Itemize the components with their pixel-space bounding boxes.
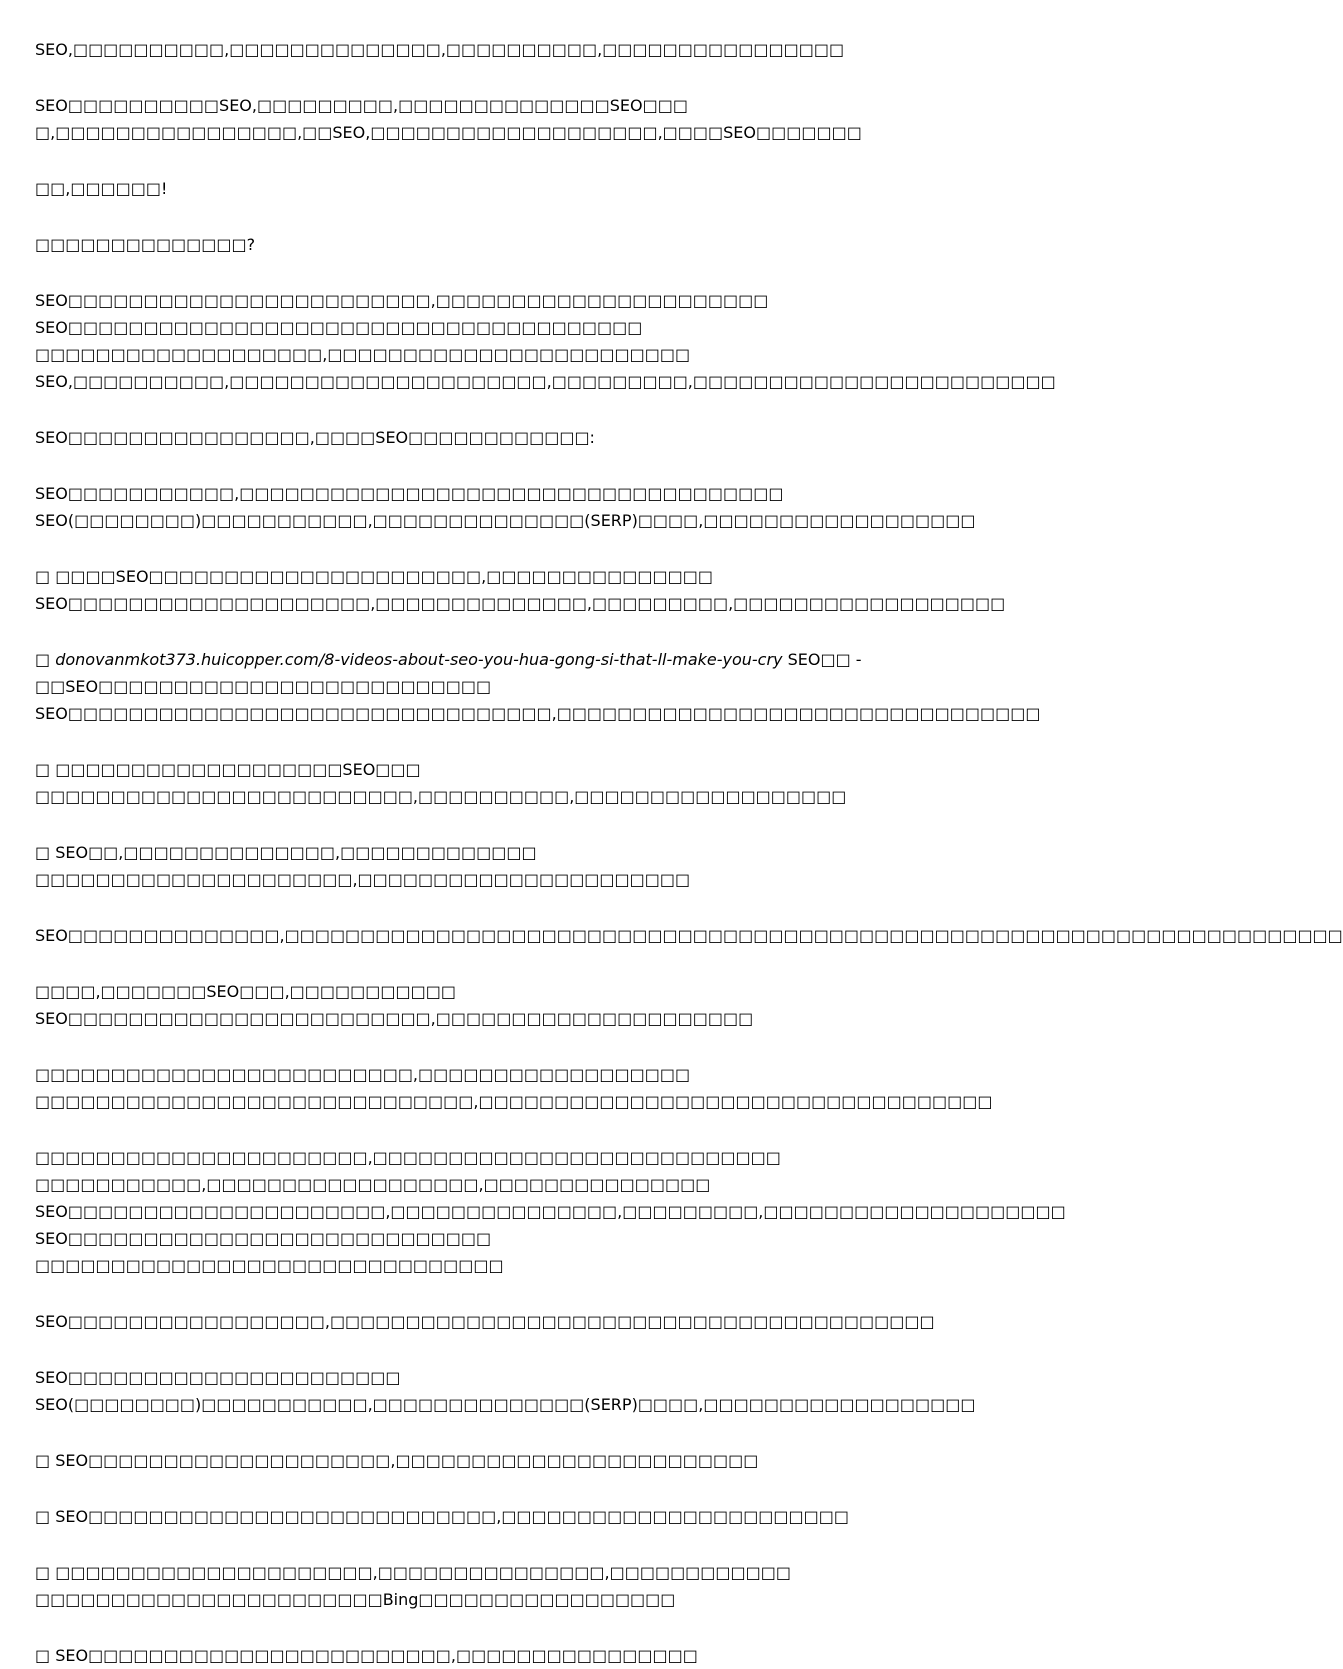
text-line: SEO□□□□□□□□□□SEO,□□□□□□□□□,□□□□□□□□□□□□□□SEO□□□ — [35, 96, 688, 115]
text-line: □□SEO□□□□□□□□□□□□□□□□□□□□□□□□□□ SEO□□□□□□□□□□□□□□□□□□□□□□□□□□□□□□□□,□□□□□□□□□□□□□□□□□□□□□□□□□□□□□□□□ — [35, 677, 1041, 723]
text-line: □□□□□□□□□□□□□□□□□□□□□□□□□□□□□□□ — [35, 1256, 504, 1275]
text-line: □ □□□□□□□□□□□□□□□□□□□□□,□□□□□□□□□□□□□□□,□□□□□□□□□□□□ □□□□□□□□□□□□□□□□□□□□□□□Bing□□□□□□□□□□□□□□□□□ — [35, 1563, 797, 1609]
paragraph — [35, 646, 1041, 727]
paragraph — [35, 480, 989, 534]
text-line: □ SEO□□,□□□□□□□□□□□□□□,□□□□□□□□□□□□□ □□□□□□□□□□□□□□□□□□□□□,□□□□□□□□□□□□□□□□□□□□□□ — [35, 843, 691, 889]
text-line: □□□□□□□□□□□□□□□□□□□□□□,□□□□□□□□□□□□□□□□□□□□□□□□□□□ □□□□□□□□□□□,□□□□□□□□□□□□□□□□□□,□□□□□□□□□□□□□□□ — [35, 1148, 786, 1194]
paragraph — [35, 922, 1343, 949]
paragraph — [35, 1503, 989, 1530]
paragraph — [35, 1061, 993, 1115]
article-link[interactable]: donovanmkot373.huicopper.com/8-videos-about-seo-you-hua-gong-si-that-ll-make-you-cry — [55, 650, 783, 669]
text-fragment: □ — [35, 650, 56, 669]
paragraph — [35, 1642, 989, 1669]
paragraph — [35, 563, 1006, 617]
paragraph — [35, 1364, 989, 1418]
text-line: SEO,□□□□□□□□□□,□□□□□□□□□□□□□□,□□□□□□□□□□,□□□□□□□□□□□□□□□□ — [35, 40, 845, 59]
text-line: SEO□□□□□□□□□□□□□□□□□□□□□,□□□□□□□□□□□□□□□,□□□□□□□□□,□□□□□□□□□□□□□□□□□□□□ SEO□□□□□□□□□□□□□□□□□□□□□□□□□□□□ — [35, 1202, 1071, 1248]
text-line: □□□□,□□□□□□□SEO□□□,□□□□□□□□□□□ SEO□□□□□□□□□□□□□□□□□□□□□□□□,□□□□□□□□□□□□□□□□□□□□□ — [35, 982, 754, 1028]
text-line: SEO□□□□□□□□□□□□□□□□□□□□□□ SEO(□□□□□□□□)□□□□□□□□□□□,□□□□□□□□□□□□□□(SERP)□□□□,□□□□□□□□□□□□□□□□□□ — [35, 1368, 976, 1414]
paragraph — [35, 36, 989, 63]
paragraph — [35, 1144, 1071, 1279]
text-line: SEO□□□□□□□□□□□□□□,□□□□□□□□□□□□□□□□□□□□□□□□□□□□□□□□□□□□□□□□□□□□□□□□□□□□□□□□□□□□□□□□□□□□□□ — [35, 926, 1343, 945]
text-line: SEO□□□□□□□□□□□□□□□□□□□□□□□□,□□□□□□□□□□□□□□□□□□□□□□ SEO□□□□□□□□□□□□□□□□□□□□□□□□□□□□□□□□□□□□□□ — [35, 291, 774, 337]
paragraph — [35, 175, 989, 202]
text-line: SEO□□□□□□□□□□□,□□□□□□□□□□□□□□□□□□□□□□□□□□□□□□□□□□□□ — [35, 484, 784, 503]
text-fragment: SEO□□ - — [782, 650, 862, 669]
text-line: □□□□□□□□□□□□□□? — [35, 235, 256, 254]
paragraph — [35, 1559, 989, 1613]
paragraph — [35, 1447, 989, 1474]
paragraph — [35, 231, 989, 258]
text-line: SEO□□□□□□□□□□□□□□□□□,□□□□□□□□□□□□□□□□□□□□□□□□□□□□□□□□□□□□□□□□ — [35, 1312, 935, 1331]
text-line: □ SEO□□□□□□□□□□□□□□□□□□□□□□□□□□□,□□□□□□□□□□□□□□□□□□□□□□□ — [35, 1507, 850, 1526]
text-line: SEO□□□□□□□□□□□□□□□□,□□□□SEO□□□□□□□□□□□□: — [35, 428, 595, 447]
text-line: □ □□□□□□□□□□□□□□□□□□□SEO□□□ □□□□□□□□□□□□□□□□□□□□□□□□□,□□□□□□□□□□,□□□□□□□□□□□□□□□□□□ — [35, 760, 847, 806]
text-line: □□□□□□□□□□□□□□□□□□□□□□□□□,□□□□□□□□□□□□□□□□□□ □□□□□□□□□□□□□□□□□□□□□□□□□□□□□,□□□□□□□□□□□□□□□□□□□□□□□□□□□□□□□□□□ — [35, 1065, 993, 1111]
text-line: □□□□□□□□□□□□□□□□□□□,□□□□□□□□□□□□□□□□□□□□□□□□ — [35, 345, 691, 364]
text-line: SEO(□□□□□□□□)□□□□□□□□□□□,□□□□□□□□□□□□□□(SERP)□□□□,□□□□□□□□□□□□□□□□□□ — [35, 511, 976, 530]
paragraph — [35, 756, 989, 810]
paragraph — [35, 424, 989, 451]
text-line: □ □□□□SEO□□□□□□□□□□□□□□□□□□□□□□,□□□□□□□□□□□□□□□ — [35, 567, 713, 586]
paragraph — [35, 839, 989, 893]
paragraph — [35, 92, 989, 146]
text-line: □ SEO□□□□□□□□□□□□□□□□□□□□□□□□,□□□□□□□□□□□□□□□□ — [35, 1646, 698, 1665]
paragraph — [35, 287, 1056, 395]
text-line — [35, 646, 989, 673]
paragraph — [35, 978, 989, 1032]
paragraph — [35, 1308, 989, 1335]
text-line: □□,□□□□□□! — [35, 179, 168, 198]
text-line: □ SEO□□□□□□□□□□□□□□□□□□□□,□□□□□□□□□□□□□□□□□□□□□□□□ — [35, 1451, 759, 1470]
text-line: SEO□□□□□□□□□□□□□□□□□□□□,□□□□□□□□□□□□□□,□□□□□□□□□,□□□□□□□□□□□□□□□□□□ — [35, 594, 1006, 613]
text-line: SEO,□□□□□□□□□□,□□□□□□□□□□□□□□□□□□□□□,□□□□□□□□□,□□□□□□□□□□□□□□□□□□□□□□□□ — [35, 372, 1056, 391]
text-line: □,□□□□□□□□□□□□□□□□,□□SEO,□□□□□□□□□□□□□□□□□□□,□□□□SEO□□□□□□□ — [35, 123, 862, 142]
